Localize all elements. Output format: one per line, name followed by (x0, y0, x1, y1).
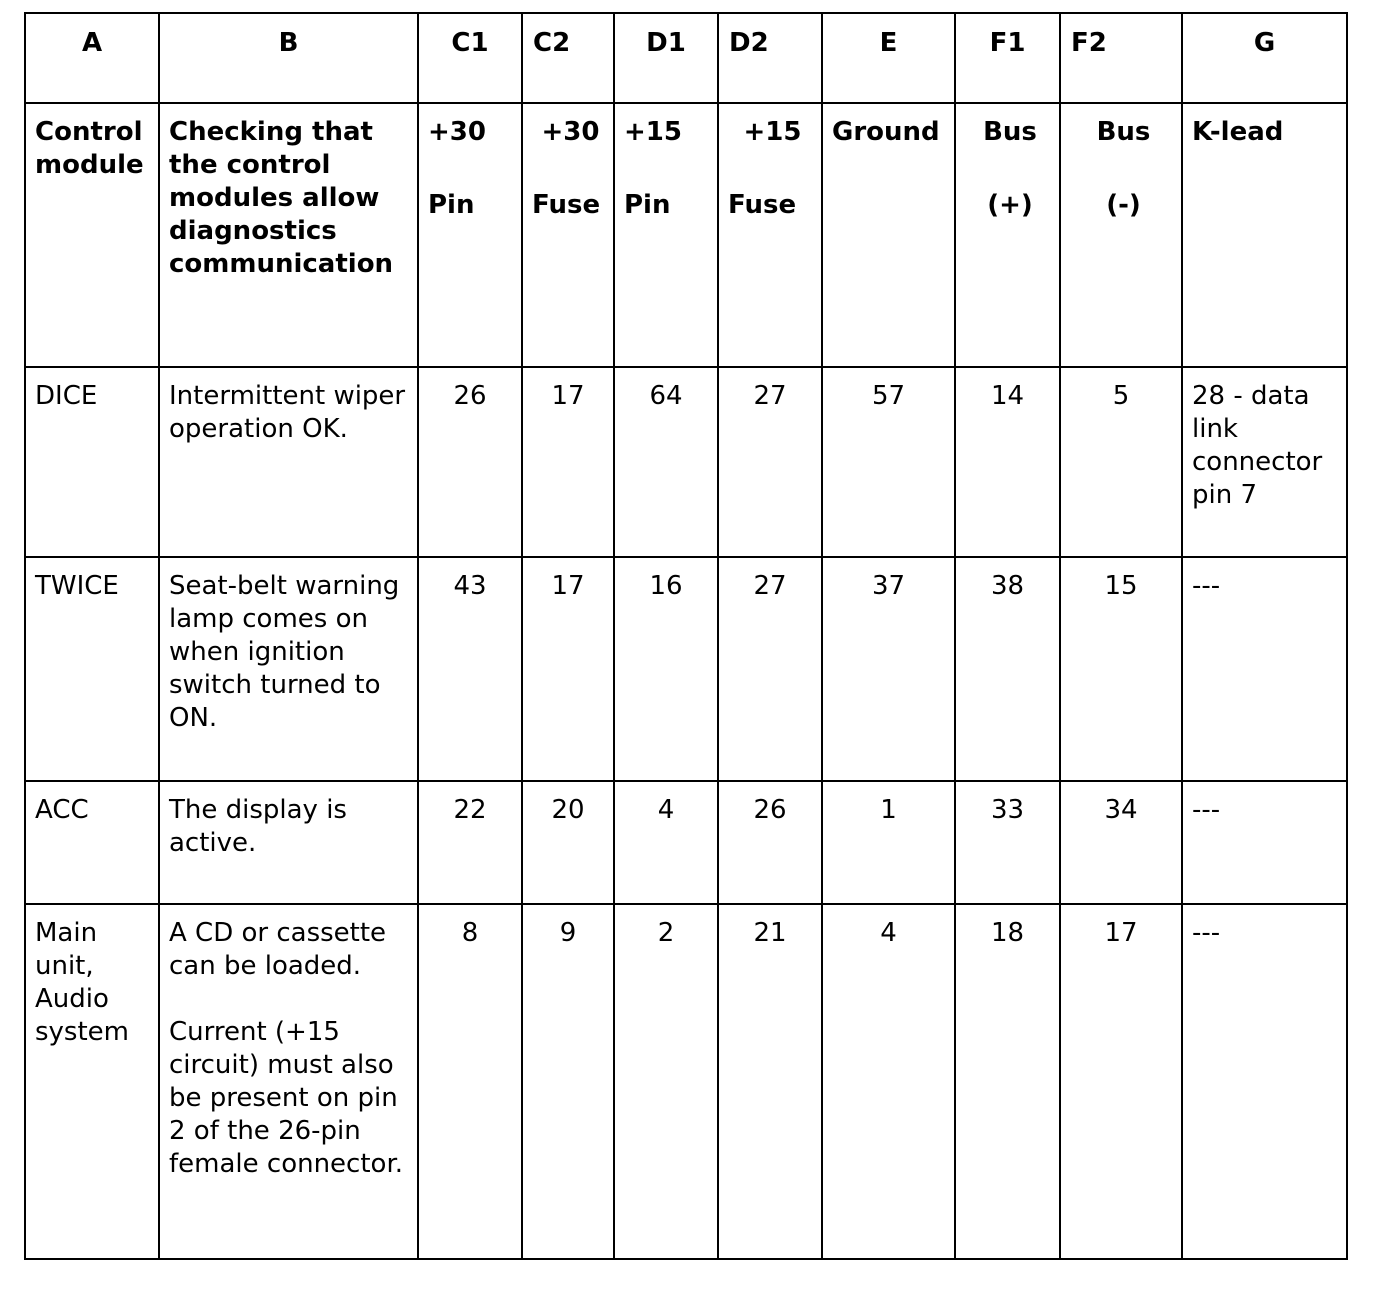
cell-g: 28 - data link connector pin 7 (1182, 367, 1347, 557)
cell-module: ACC (25, 781, 159, 904)
header-f2 (1060, 103, 1182, 367)
cell-d1: 2 (614, 904, 718, 1259)
cell-check: Seat-belt warning lamp comes on when ignition switch turned to ON. (159, 557, 418, 781)
header-f1-top: Bus (983, 117, 1037, 147)
header-d1-bottom: Pin (624, 190, 671, 220)
cell-e: 4 (822, 904, 955, 1259)
header-d2-bottom: Fuse (728, 190, 797, 220)
cell-f2: 5 (1060, 367, 1182, 557)
cell-f1: 33 (955, 781, 1060, 904)
header-d2-top: +15 (743, 117, 802, 147)
cell-c1: 22 (418, 781, 522, 904)
column-letter-row (25, 13, 1347, 103)
header-c2-bottom: Fuse (532, 190, 601, 220)
cell-f2: 34 (1060, 781, 1182, 904)
col-c1-letter: C1 (418, 13, 522, 103)
header-d1-top: +15 (624, 117, 682, 147)
cell-module: Main unit, Audio system (25, 904, 159, 1259)
cell-c2: 17 (522, 367, 614, 557)
header-d2 (718, 103, 822, 367)
cell-module: DICE (25, 367, 159, 557)
cell-c2: 9 (522, 904, 614, 1259)
cell-f1: 18 (955, 904, 1060, 1259)
cell-g: --- (1182, 904, 1347, 1259)
header-control-module: Control module (25, 103, 159, 367)
col-f1-letter: F1 (955, 13, 1060, 103)
header-k-lead: K-lead (1182, 103, 1347, 367)
cell-d1: 64 (614, 367, 718, 557)
cell-c2: 17 (522, 557, 614, 781)
cell-c1: 26 (418, 367, 522, 557)
cell-check-line2: Current (+15 circuit) must also be present on pin 2 of the 26-pin female connector. (169, 1017, 404, 1179)
header-c2 (522, 103, 614, 367)
cell-module: TWICE (25, 557, 159, 781)
header-checking: Checking that the control modules allow diagnostics communication (159, 103, 418, 367)
table-row (25, 781, 1347, 904)
cell-g: --- (1182, 781, 1347, 904)
cell-g: --- (1182, 557, 1347, 781)
cell-d1: 4 (614, 781, 718, 904)
header-f1 (955, 103, 1060, 367)
header-c1-top: +30 (428, 117, 486, 147)
cell-c1: 43 (418, 557, 522, 781)
table-row (25, 367, 1347, 557)
column-title-row (25, 103, 1347, 367)
cell-check: Intermittent wiper operation OK. (159, 367, 418, 557)
cell-f1: 14 (955, 367, 1060, 557)
col-a-letter: A (25, 13, 159, 103)
header-ground: Ground (822, 103, 955, 367)
control-module-table (24, 12, 1348, 1260)
header-d1 (614, 103, 718, 367)
col-e-letter: E (822, 13, 955, 103)
cell-d2: 27 (718, 557, 822, 781)
col-c2-letter: C2 (522, 13, 614, 103)
cell-e: 1 (822, 781, 955, 904)
cell-d2: 21 (718, 904, 822, 1259)
cell-d2: 27 (718, 367, 822, 557)
cell-c1: 8 (418, 904, 522, 1259)
header-c1 (418, 103, 522, 367)
cell-c2: 20 (522, 781, 614, 904)
table-row (25, 904, 1347, 1259)
col-d2-letter: D2 (718, 13, 822, 103)
header-f2-top: Bus (1096, 117, 1151, 147)
cell-d2: 26 (718, 781, 822, 904)
cell-check-line1: A CD or cassette can be loaded. (169, 918, 387, 981)
col-g-letter: G (1182, 13, 1347, 103)
cell-f2: 17 (1060, 904, 1182, 1259)
header-f1-bottom: (+) (987, 190, 1033, 220)
cell-check: The display is active. (159, 781, 418, 904)
col-b-letter: B (159, 13, 418, 103)
header-f2-bottom: (-) (1106, 190, 1141, 220)
cell-e: 37 (822, 557, 955, 781)
header-c1-bottom: Pin (428, 190, 475, 220)
cell-check (159, 904, 418, 1259)
col-f2-letter: F2 (1060, 13, 1182, 103)
cell-f2: 15 (1060, 557, 1182, 781)
col-d1-letter: D1 (614, 13, 718, 103)
cell-e: 57 (822, 367, 955, 557)
cell-d1: 16 (614, 557, 718, 781)
cell-f1: 38 (955, 557, 1060, 781)
header-c2-top: +30 (541, 117, 600, 147)
table-row (25, 557, 1347, 781)
